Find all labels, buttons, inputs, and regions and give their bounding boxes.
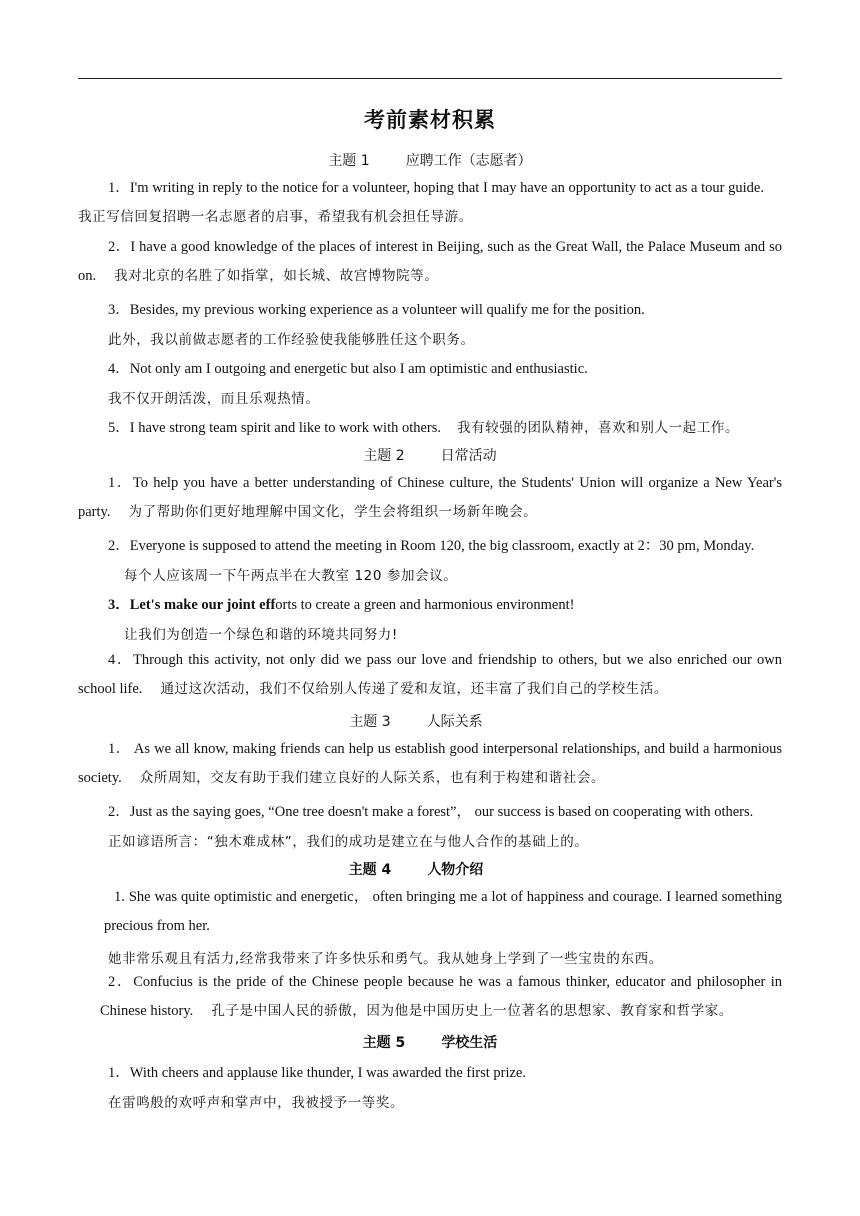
sentence-en: 3．Besides, my previous working experience as a volunteer will qualify me for the position. — [108, 302, 645, 318]
sentence-en: 1．With cheers and applause like thunder, I was awarded the first prize. — [108, 1065, 526, 1081]
sentence-en: 2．I have a good knowledge of the places of interest in Beijing, such as the Great Wall, the Palace Museum and so on. — [78, 239, 782, 285]
topic-name: 应聘工作（志愿者） — [405, 153, 532, 169]
sentence-en-bold — [108, 593, 574, 614]
sentence-en: 2．Just as the saying goes, “One tree doesn't make a forest”， our success is based on cooperating with others. — [108, 804, 754, 820]
topic-name: 人物介绍 — [427, 862, 484, 878]
topic-number: 主题 2 — [363, 448, 405, 464]
topic-heading — [0, 711, 846, 731]
page-title: 考前素材积累 — [364, 108, 496, 132]
topic-number: 主题 3 — [349, 714, 391, 730]
sentence-item — [108, 416, 739, 437]
sentence-zh: 在雷鸣般的欢呼声和掌声中，我被授予一等奖。 — [108, 1095, 405, 1111]
sentence-item — [100, 968, 782, 1027]
topic-heading — [0, 859, 846, 879]
sentence-en: orts to create a green and harmonious environment! — [275, 597, 575, 613]
sentence-item — [78, 233, 782, 292]
sentence-zh: 通过这次活动，我们不仅给别人传递了爱和友谊，还丰富了我们自己的学校生活。 — [160, 681, 669, 698]
header-rule — [78, 78, 782, 79]
sentence-item — [78, 735, 782, 794]
topic-heading — [0, 150, 860, 170]
sentence-zh: 众所周知，交友有助于我们建立良好的人际关系，也有利于构建和谐社会。 — [139, 770, 606, 787]
topic-number: 主题 4 — [348, 862, 392, 878]
sentence-zh: 我不仅开朗活泼，而且乐观热情。 — [108, 391, 320, 407]
sentence-en: 2．Everyone is supposed to attend the meeting in Room 120, the big classroom, exactly at 2：30 pm, Monday. — [108, 538, 755, 554]
sentence-en: 1． As we all know, making friends can help us establish good interpersonal relationships, and build a harmonious society. — [78, 741, 782, 787]
sentence-item — [78, 646, 782, 705]
sentence-zh: 此外，我以前做志愿者的工作经验使我能够胜任这个职务。 — [108, 332, 475, 348]
sentence-item — [78, 469, 782, 528]
sentence-en: 2．Confucius is the pride of the Chinese people because he was a famous thinker, educator and philosopher in Chinese history. — [100, 974, 782, 1020]
topic-number: 主题 1 — [328, 153, 370, 169]
sentence-zh: 我有较强的团队精神，喜欢和别人一起工作。 — [457, 420, 740, 436]
sentence-item — [78, 174, 782, 233]
topic-heading — [0, 1032, 860, 1052]
sentence-zh: 为了帮助你们更好地理解中国文化，学生会将组织一场新年晚会。 — [128, 504, 538, 521]
topic-name: 日常活动 — [440, 448, 497, 464]
sentence-zh: 我正写信回复招聘一名志愿者的启事，希望我有机会担任导游。 — [78, 209, 473, 226]
topic-name: 学校生活 — [441, 1035, 498, 1051]
sentence-en-bold-part: 3．Let's make our joint eff — [108, 597, 276, 613]
sentence-en: 4．Not only am I outgoing and energetic but also I am optimistic and enthusiastic. — [108, 361, 588, 377]
sentence-en: 5．I have strong team spirit and like to work with others. — [108, 420, 442, 436]
sentence-zh: 孔子是中国人民的骄傲，因为他是中国历史上一位著名的思想家、教育家和哲学家。 — [211, 1003, 734, 1020]
topic-name: 人际关系 — [426, 714, 483, 730]
sentence-zh: 她非常乐观且有活力,经常我带来了许多快乐和勇气。我从她身上学到了一些宝贵的东西。 — [108, 951, 663, 967]
sentence-zh: 正如谚语所言：“独木难成林”，我们的成功是建立在与他人合作的基础上的。 — [108, 834, 589, 850]
sentence-zh: 我对北京的名胜了如指掌，如长城、故宫博物院等。 — [114, 268, 439, 285]
sentence-en: 1. She was quite optimistic and energetic， often bringing me a lot of happiness and courage. I learned something precious from her. — [104, 889, 782, 935]
topic-heading — [0, 445, 860, 465]
sentence-en: 4．Through this activity, not only did we pass our love and friendship to others, but we also enriched our own school life. — [78, 652, 782, 698]
sentence-en: 1．To help you have a better understanding of Chinese culture, the Students' Union will organize a New Year's party. — [78, 475, 782, 521]
sentence-zh: 每个人应该周一下午两点半在大教室 120 参加会议。 — [124, 568, 458, 584]
topic-number: 主题 5 — [362, 1035, 406, 1051]
sentence-en: 1．I'm writing in reply to the notice for a volunteer, hoping that I may have an opportunity to act as a tour guide. — [108, 180, 764, 196]
sentence-zh: 让我们为创造一个绿色和谐的环境共同努力! — [124, 627, 398, 643]
